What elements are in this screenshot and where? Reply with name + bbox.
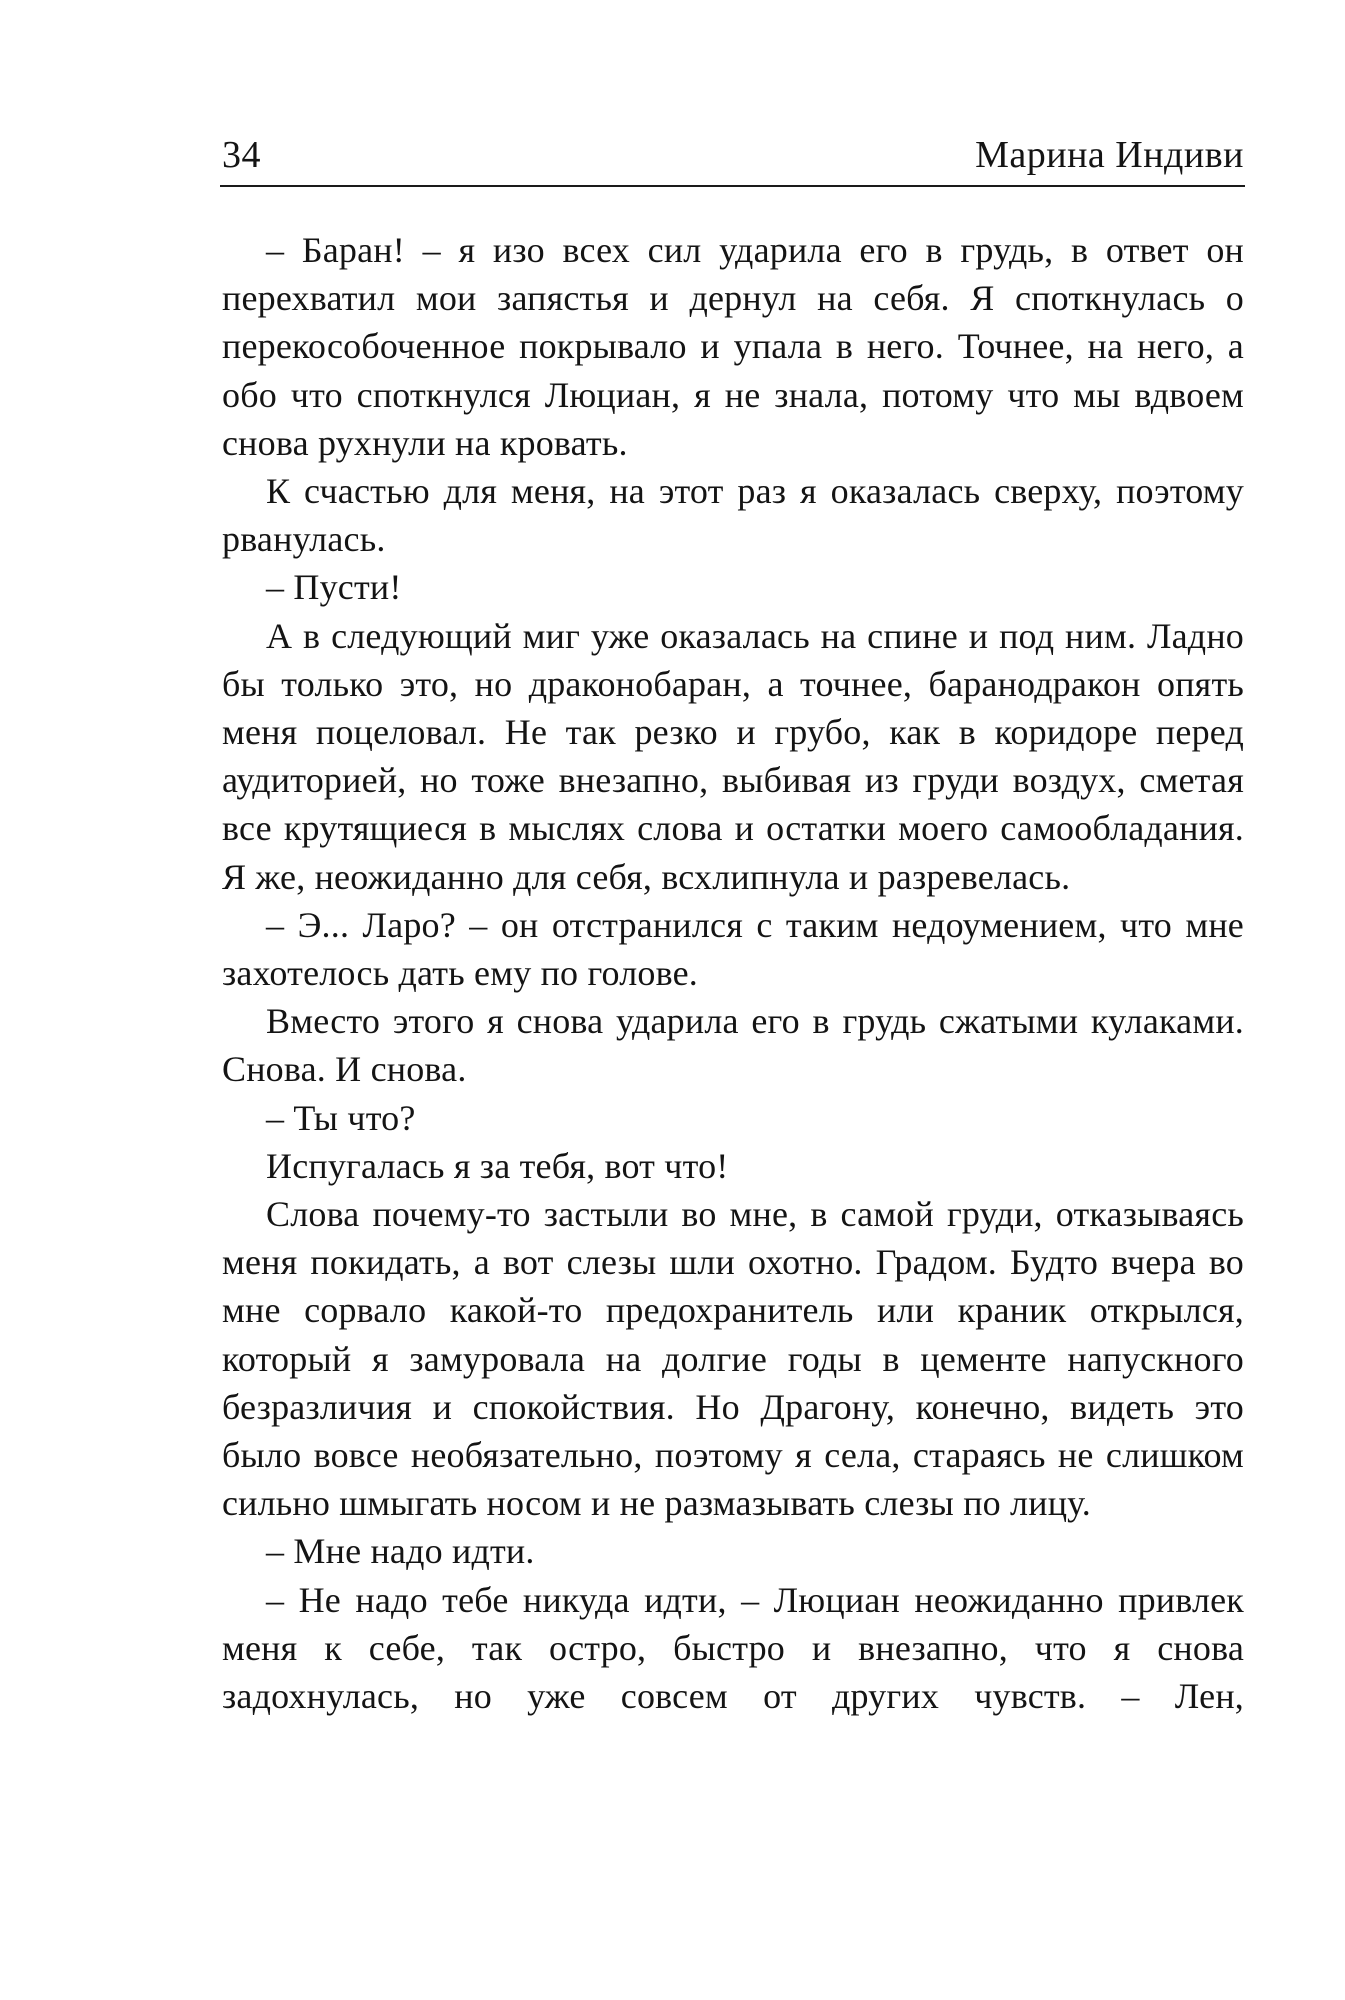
paragraph: Испугалась я за тебя, вот что! xyxy=(266,1145,729,1186)
paragraph: Вместо этого я снова ударила его в грудь сжатыми кулаками. Снова. И снова. xyxy=(222,1001,1244,1090)
body-text xyxy=(222,226,1244,1720)
header-rule xyxy=(220,185,1245,187)
paragraph: – Ты что? xyxy=(266,1097,416,1138)
running-head xyxy=(222,118,1244,174)
author-name: Марина Индиви xyxy=(975,134,1244,176)
paragraph: – Баран! – я изо всех сил ударила его в грудь, в ответ он перехватил мои запястья и дернул на себя. Я споткнулась о перекособоченное покрывало и упала в него. Точнее, на него, а обо что споткнулся Люциан, я не знала, потому что мы вдвоем снова рухнули на кровать. xyxy=(222,230,1244,463)
paragraph: К счастью для меня, на этот раз я оказалась сверху, поэтому рванулась. xyxy=(222,471,1244,560)
paragraph: Слова почему-то застыли во мне, в самой груди, отказываясь меня покидать, а вот слезы шли охотно. Градом. Будто вчера во мне сорвало какой-то предохранитель или краник открылся, который я замуровала на долгие годы в цементе напускного безразличия и спокойствия. Но Драгону, конечно, видеть это было вовсе необязательно, поэтому я села, стараясь не слишком сильно шмыгать носом и не размазывать слезы по лицу. xyxy=(222,1194,1244,1524)
paragraph: – Мне надо идти. xyxy=(266,1531,535,1572)
paragraph: А в следующий миг уже оказалась на спине и под ним. Ладно бы только это, но драконобаран, а точнее, баранодракон опять меня поцеловал. Не так резко и грубо, как в коридоре перед аудиторией, но тоже внезапно, выбивая из груди воздух, сметая все крутящиеся в мыслях слова и остатки моего самообладания. Я же, неожиданно для себя, всхлипнула и разревелась. xyxy=(222,615,1244,897)
paragraph: – Пусти! xyxy=(266,567,402,608)
page-number: 34 xyxy=(222,134,261,176)
paragraph: – Э... Ларо? – он отстранился с таким недоумением, что мне захотелось дать ему по голове. xyxy=(222,904,1244,994)
paragraph: – Не надо тебе никуда идти, – Люциан неожиданно привлек меня к себе, так остро, быстро и внезапно, что я снова задохнулась, но уже совсем от других чувств. – Лен, xyxy=(222,1579,1244,1717)
